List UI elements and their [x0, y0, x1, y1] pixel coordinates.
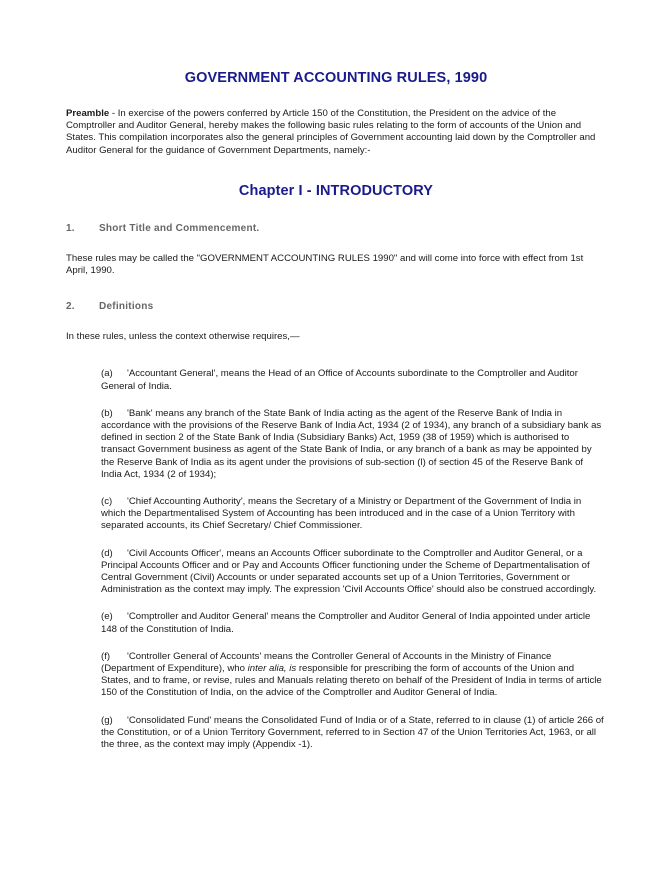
definition-item-b — [66, 393, 606, 481]
chapter-title: Chapter I - INTRODUCTORY — [238, 182, 434, 199]
definition-item-e — [66, 596, 606, 635]
definition-label-c: (c) — [101, 496, 113, 508]
section-title-2: Definitions — [99, 301, 154, 313]
definition-label-a: (a) — [101, 368, 113, 380]
section-heading-2 — [66, 277, 606, 312]
section-number-2: 2. — [66, 301, 75, 313]
definitions-list — [66, 343, 606, 751]
definition-label-e: (e) — [101, 611, 113, 623]
definition-text-c: 'Chief Accounting Authority', means the Secretary of a Ministry or Department of the Government of India in which the Departmentalised System of Accounting has been introduced and in the case of a Union Territory with separated accounts, its Chief Secretary/ Chief Commissioner. — [101, 496, 582, 532]
definition-label-g: (g) — [101, 714, 113, 726]
preamble-label: Preamble — [66, 108, 110, 119]
section-heading-1 — [66, 199, 606, 234]
definition-item-a — [66, 353, 606, 392]
section-body-2: In these rules, unless the context otherwise requires,— — [66, 331, 300, 343]
definition-text-d: 'Civil Accounts Officer', means an Accounts Officer subordinate to the Comptroller and Auditor General, or a Principal Accounts Officer and or Pay and Accounts Officer functioning under the Scheme of Departmentalisation of Central Government (Civil) Accounts or under separated accounts set up of a Union Territories, Government or Administration as the context may imply. The expression 'Civil Accounts Office' should also be construed accordingly. — [101, 547, 597, 596]
definition-text-g: 'Consolidated Fund' means the Consolidated Fund of India or of a State, referred to in clause (1) of article 266 of the Constitution, or of a Union Territory Government, referred to in Section 47 of the Union Territories Act, 1963, or all the three, as the context may imply (Appendix -1). — [101, 714, 604, 751]
definition-text-f-part1: 'Controller General of Accounts' means the Controller General of Accounts in the Ministry of Finance (Department of Expenditure), who — [101, 650, 552, 675]
definition-label-f: (f) — [101, 650, 111, 662]
section-number-1: 1. — [66, 222, 75, 234]
definition-label-b: (b) — [101, 407, 113, 419]
definition-label-d: (d) — [101, 547, 113, 559]
definition-text-f-part2: responsible for prescribing the form of accounts of the Union and States, and to frame, or revise, rules and Manuals relating thereto on behalf of the President of India in terms of article 150 of the Constitution of India, on the advice of the Comptroller and Auditor General of India. — [101, 663, 602, 699]
definition-item-f — [66, 636, 606, 700]
document-title: GOVERNMENT ACCOUNTING RULES, 1990 — [184, 70, 488, 86]
preamble-paragraph — [66, 86, 606, 157]
section-body-1: These rules may be called the "GOVERNMENT ACCOUNTING RULES 1990" and will come into force with effect from 1st April, 1990. — [66, 252, 584, 277]
definition-text-b: 'Bank' means any branch of the State Bank of India acting as the agent of the Reserve Bank of India in accordance with the provisions of the Reserve Bank of India Act, 1934 (2 of 1934), any branch of a subsidiary bank as defined in section 2 of the State Bank of India (Subsidiary Banks) Act, 1959 (38 of 1959) which is authorised to transact Government business as agent of the State Bank of India, or any branch of a bank as may be appointed by the Reserve Bank of India as its agent under the provisions of sub-section (l) of section 45 of the Reserve Bank of India Act, 1934 (2 of 1934); — [101, 407, 602, 480]
preamble-text: - In exercise of the powers conferred by Article 150 of the Constitution, the President on the advice of the Comptroller and Auditor General, hereby makes the following basic rules relating to the form of accounts of the Union and States. This compilation incorporates also the general principles of Government accounting laid down by the Comptroller and Auditor General for the guidance of Government Departments, namely:- — [66, 108, 596, 156]
definition-text-e: 'Comptroller and Auditor General' means the Comptroller and Auditor General of India appointed under article 148 of the Constitution of India. — [101, 611, 591, 635]
definition-text-f-italic: inter alia, is — [247, 663, 297, 675]
definition-item-d — [66, 533, 606, 597]
definition-item-c — [66, 481, 606, 533]
definition-text-a: 'Accountant General', means the Head of an Office of Accounts subordinate to the Comptroller and Auditor General of India. — [101, 368, 578, 392]
section-title-1: Short Title and Commencement. — [99, 222, 260, 234]
definition-item-g — [66, 700, 606, 752]
